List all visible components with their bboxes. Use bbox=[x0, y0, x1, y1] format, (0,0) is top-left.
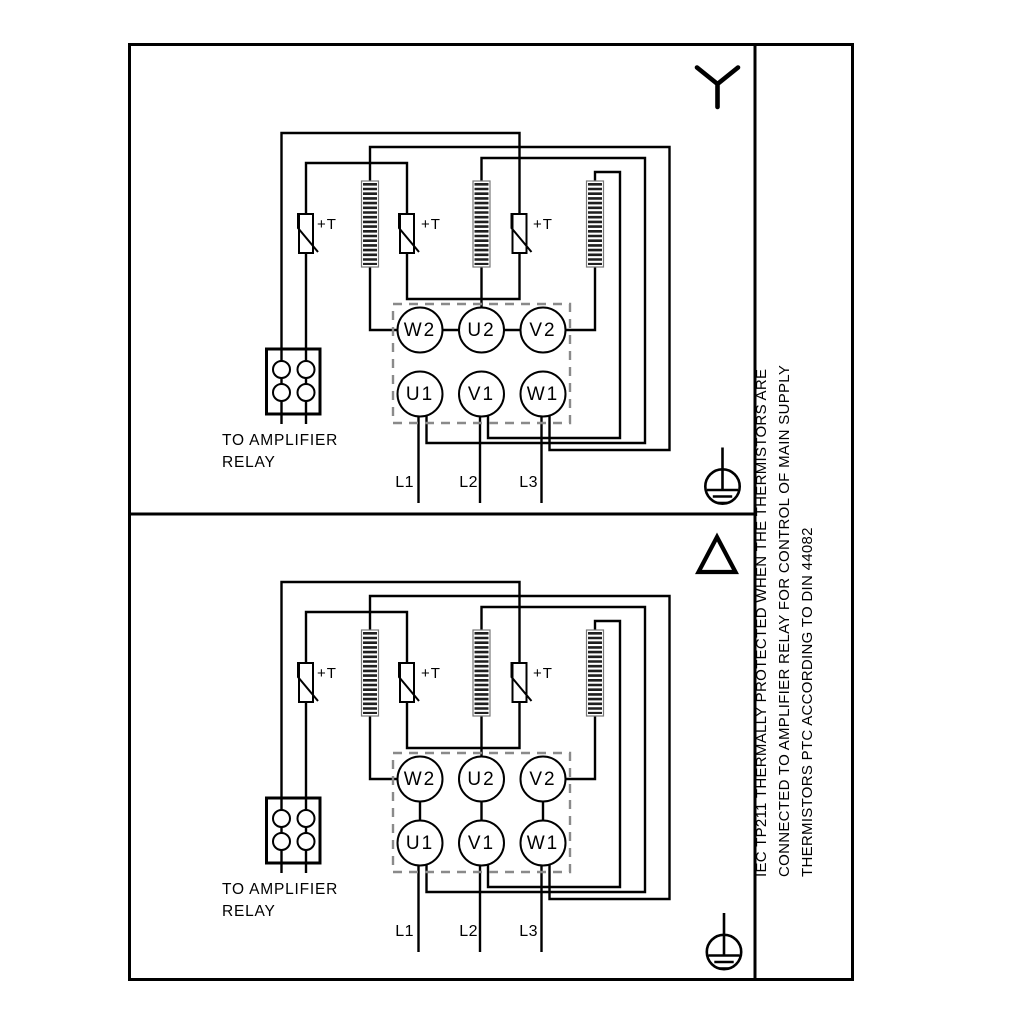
relay-terminal bbox=[273, 384, 290, 401]
terminal-label-w2: W2 bbox=[403, 768, 437, 790]
motor-winding-bar bbox=[587, 181, 604, 267]
delta-icon bbox=[699, 537, 736, 572]
relay-terminal bbox=[298, 833, 315, 850]
side-note-line3: THERMISTORS PTC ACCORDING TO DIN 44082 bbox=[799, 527, 816, 877]
delta-links bbox=[420, 802, 543, 821]
relay-terminal bbox=[298, 361, 315, 378]
relay-box bbox=[267, 349, 321, 414]
thermistor-label: +T bbox=[421, 665, 441, 682]
star-panel-windings bbox=[362, 181, 604, 267]
protective-earth-icon bbox=[707, 913, 741, 969]
motor-winding-bar bbox=[362, 181, 379, 267]
thermistor-label: +T bbox=[421, 216, 441, 233]
motor-winding-bar bbox=[473, 181, 490, 267]
protective-earth-icon bbox=[705, 448, 739, 504]
terminal-label-v2: V2 bbox=[529, 768, 557, 790]
thermistor-label: +T bbox=[533, 665, 553, 682]
thermistor-icon bbox=[512, 662, 532, 702]
motor-winding-bar bbox=[587, 630, 604, 716]
thermistor-label: +T bbox=[317, 216, 337, 233]
terminal-label-v1: V1 bbox=[467, 832, 496, 854]
relay-terminal bbox=[273, 833, 290, 850]
thermistor-label: +T bbox=[317, 665, 337, 682]
terminal-label-u2: U2 bbox=[467, 319, 496, 341]
side-note-line1: IEC TP211 THERMALLY PROTECTED WHEN THE THERMISTORS ARE bbox=[753, 368, 770, 877]
side-note-line2: CONNECTED TO AMPLIFIER RELAY FOR CONTROL OF MAIN SUPPLY bbox=[776, 364, 793, 877]
terminal-label-u1: U1 bbox=[405, 832, 435, 854]
delta-panel-windings bbox=[362, 630, 604, 716]
motor-winding-bar bbox=[362, 630, 379, 716]
supply-label-l2: L2 bbox=[459, 923, 478, 940]
thermistor-icon bbox=[399, 662, 419, 702]
relay-terminal bbox=[298, 810, 315, 827]
supply-label-l3: L3 bbox=[519, 923, 538, 940]
terminal-label-u2: U2 bbox=[467, 768, 496, 790]
relay-terminal bbox=[273, 361, 290, 378]
terminal-label-w1: W1 bbox=[526, 383, 560, 405]
supply-label-l3: L3 bbox=[519, 474, 538, 491]
relay-box bbox=[267, 798, 321, 863]
supply-label-l2: L2 bbox=[459, 474, 478, 491]
supply-label-l1: L1 bbox=[395, 923, 414, 940]
thermistor-icon bbox=[512, 213, 532, 253]
terminal-label-w1: W1 bbox=[526, 832, 560, 854]
thermistor-icon bbox=[399, 213, 419, 253]
relay-caption-line2: RELAY bbox=[222, 903, 276, 920]
terminal-label-w2: W2 bbox=[403, 319, 437, 341]
thermistor-icon bbox=[298, 213, 318, 253]
relay-terminal bbox=[298, 384, 315, 401]
relay-terminal bbox=[273, 810, 290, 827]
star-icon bbox=[697, 68, 738, 108]
terminal-label-v1: V1 bbox=[467, 383, 496, 405]
relay-caption-line1: TO AMPLIFIER bbox=[222, 432, 339, 449]
delta-amplifier-relay-block bbox=[267, 798, 321, 863]
terminal-label-u1: U1 bbox=[405, 383, 435, 405]
thermistor-icon bbox=[298, 662, 318, 702]
terminal-label-v2: V2 bbox=[529, 319, 557, 341]
relay-caption-line2: RELAY bbox=[222, 454, 276, 471]
relay-caption-line1: TO AMPLIFIER bbox=[222, 881, 339, 898]
supply-label-l1: L1 bbox=[395, 474, 414, 491]
star-amplifier-relay-block bbox=[267, 349, 321, 414]
motor-winding-bar bbox=[473, 630, 490, 716]
thermistor-label: +T bbox=[533, 216, 553, 233]
